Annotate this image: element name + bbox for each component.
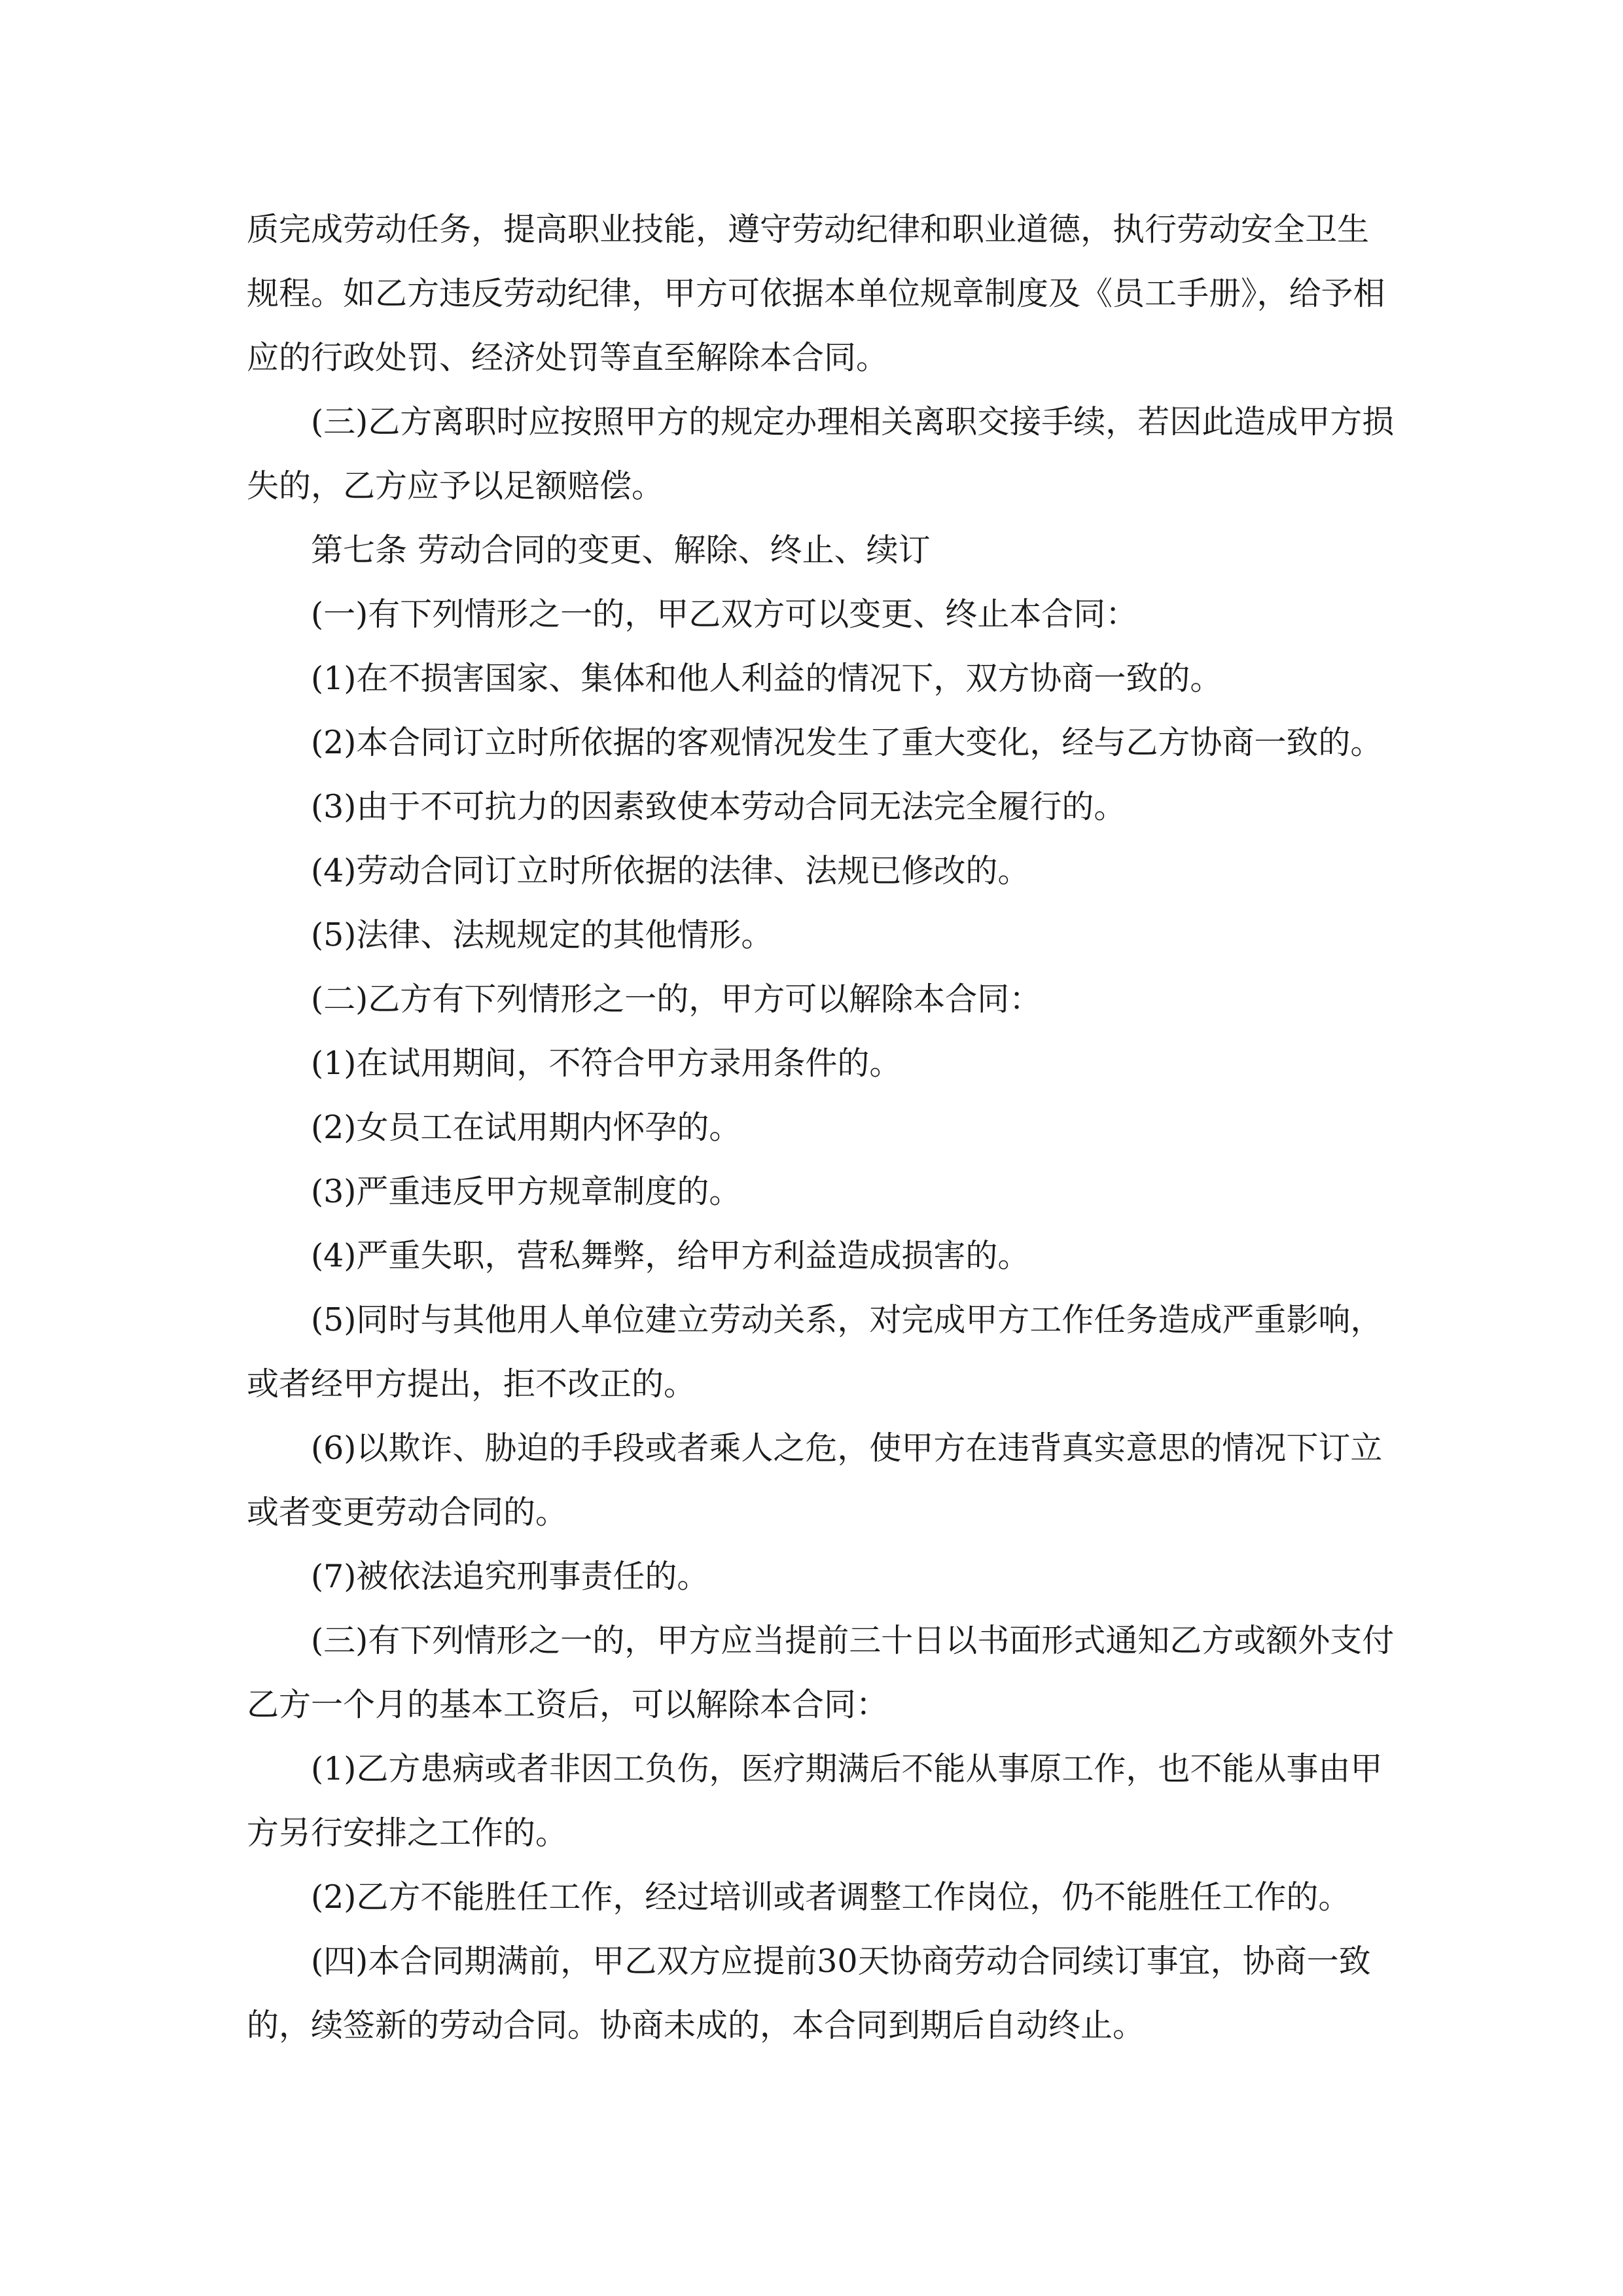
list-item: (1)乙方患病或者非因工负伤，医疗期满后不能从事原工作，也不能从事由甲方另行安排之工作的。 (247, 1750, 1383, 1852)
list-item: (4)严重失职，营私舞弊，给甲方利益造成损害的。 (311, 1237, 1030, 1274)
paragraph: 质完成劳动任务，提高职业技能，遵守劳动纪律和职业道德，执行劳动安全卫生规程。如乙方违反劳动纪律，甲方可依据本单位规章制度及《员工手册》，给予相应的行政处罚、经济处罚等直至解除本合同。 (247, 211, 1385, 376)
list-item: (2)本合同订立时所依据的客观情况发生了重大变化，经与乙方协商一致的。 (311, 724, 1383, 761)
section-heading: 第七条 劳动合同的变更、解除、终止、续订 (311, 531, 931, 569)
list-item: (3)由于不可抗力的因素致使本劳动合同无法完全履行的。 (311, 788, 1126, 825)
list-item: (7)被依法追究刑事责任的。 (311, 1558, 709, 1595)
paragraph: (三)有下列情形之一的，甲方应当提前三十日以书面形式通知乙方或额外支付乙方一个月的基本工资后，可以解除本合同： (247, 1622, 1395, 1723)
list-item: (2)乙方不能胜任工作，经过培训或者调整工作岗位，仍不能胜任工作的。 (311, 1878, 1351, 1916)
list-item: (4)劳动合同订立时所依据的法律、法规已修改的。 (311, 852, 1030, 889)
paragraph: (一)有下列情形之一的，甲乙双方可以变更、终止本合同： (311, 596, 1138, 633)
paragraph: (三)乙方离职时应按照甲方的规定办理相关离职交接手续，若因此造成甲方损失的，乙方应予以足额赔偿。 (247, 403, 1395, 505)
list-item: (2)女员工在试用期内怀孕的。 (311, 1109, 741, 1146)
contract-body (247, 198, 1399, 2058)
list-item: (1)在试用期间，不符合甲方录用条件的。 (311, 1045, 902, 1082)
list-item: (5)同时与其他用人单位建立劳动关系，对完成甲方工作任务造成严重影响，或者经甲方提出，拒不改正的。 (247, 1301, 1383, 1403)
list-item: (6)以欺诈、胁迫的手段或者乘人之危，使甲方在违背真实意思的情况下订立或者变更劳动合同的。 (247, 1429, 1383, 1531)
list-item: (5)法律、法规规定的其他情形。 (311, 916, 774, 954)
paragraph: (四)本合同期满前，甲乙双方应提前30天协商劳动合同续订事宜，协商一致的，续签新的劳动合同。协商未成的，本合同到期后自动终止。 (247, 1943, 1371, 2044)
paragraph: (二)乙方有下列情形之一的，甲方可以解除本合同： (311, 980, 1042, 1018)
list-item: (3)严重违反甲方规章制度的。 (311, 1173, 741, 1210)
list-item: (1)在不损害国家、集体和他人利益的情况下，双方协商一致的。 (311, 660, 1222, 697)
